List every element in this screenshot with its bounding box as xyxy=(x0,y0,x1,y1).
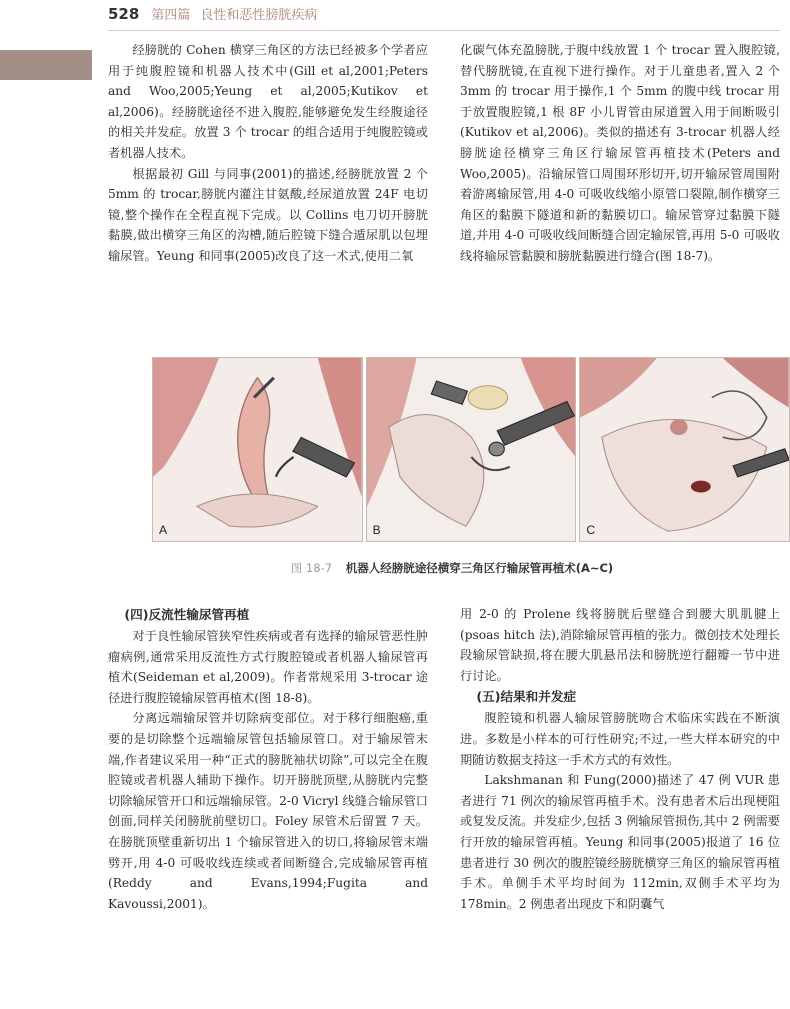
page-number: 528 xyxy=(108,5,140,23)
top-right-column xyxy=(460,40,780,267)
figure-panel-b xyxy=(366,357,577,542)
top-left-column xyxy=(108,40,428,267)
section-heading: (四)反流性输尿管再植 xyxy=(124,607,250,622)
header-rule xyxy=(108,30,780,31)
figure-18-7 xyxy=(152,357,790,542)
paragraph: 对于良性输尿管狭窄性疾病或者有选择的输尿管恶性肿瘤病例,通常采用反流性方式行腹腔镜或者机器人输尿管再植术(Seideman et al,2009)。作者常规采用 3-trocar 途径进行腹腔镜输尿管再植术(图 18-8)。 xyxy=(108,629,428,705)
surgical-illustration-c xyxy=(580,358,789,541)
paragraph: 经膀胱的 Cohen 横穿三角区的方法已经被多个学者应用于纯腹腔镜和机器人技术中(Gill et al,2001;Peters and Woo,2005;Yeung et al,2005;Kutikov et al,2006)。经膀胱途径不进入腹腔,能够避免发生经腹途径的相关并发症。放置 3 个 trocar 的组合适用于纯腹腔镜或者机器人技术。 xyxy=(108,43,428,160)
surgical-illustration-b xyxy=(367,358,576,541)
chapter-title: 良性和恶性膀胱疾病 xyxy=(200,8,318,23)
panel-label: B xyxy=(372,523,381,537)
paragraph: 分离远端输尿管并切除病变部位。对于移行细胞癌,重要的是切除整个远端输尿管包括输尿管口。对于输尿管末端,作者建议采用一种“正式的膀胱袖状切除”,可以完全在腹腔镜或者机器人辅助下操作。切开膀胱顶壁,从膀胱内完整切除输尿管开口和远端输尿管。2-0 Vicryl 线缝合输尿管口创面,同样关闭膀胱前壁切口。Foley 尿管术后留置 7 天。在膀胱顶壁重新切出 1 个输尿管进入的切口,将输尿管末端劈开,用 4-0 可吸收线连续或者间断缝合,完成输尿管再植(Reddy and Evans,1994;Fugita and Kavoussi,2001)。 xyxy=(108,711,428,911)
figure-panel-c xyxy=(579,357,790,542)
section-tab xyxy=(0,50,92,80)
paragraph: 用 2-0 的 Prolene 线将膀胱后壁缝合到腰大肌肌腱上(psoas hitch 法),消除输尿管再植的张力。微创技术处理长段输尿管缺损,将在腰大肌悬吊法和膀胱逆行翻瓣一节中进行讨论。 xyxy=(460,607,780,683)
section-heading: (五)结果和并发症 xyxy=(476,689,577,705)
paragraph: 腹腔镜和机器人输尿管膀胱吻合术临床实践在不断演进。多数是小样本的可行性研究;不过,一些大样本研究的中期随访数据支持这一手术方式的有效性。 xyxy=(460,711,780,767)
figure-title: 机器人经膀胱途径横穿三角区行输尿管再植术(A~C) xyxy=(345,561,614,575)
paragraph: 化碳气体充盈膀胱,于腹中线放置 1 个 trocar 置入腹腔镜,替代膀胱镜,在直视下进行操作。对于儿童患者,置入 2 个 3mm 的 trocar 用于操作,1 个 5mm 的腹中线 trocar 用于放置腹腔镜,1 根 8F 小儿胃管由尿道置入用于间断吸引(Kutikov et al,2006)。类似的描述有 3-trocar 机器人经膀胱途径横穿三角区行输尿管再植技术(Peters and Woo,2005)。沿输尿管口周围环形切开,切开输尿管周围附着游离输尿管,用 4-0 可吸收线缩小原管口裂隙,制作横穿三角区的黏膜下隧道和新的黏膜切口。输尿管穿过黏膜下隧道,并用 4-0 可吸收线间断缝合固定输尿管,再用 5-0 可吸收线将输尿管黏膜和膀胱黏膜进行缝合(图 18-7)。 xyxy=(460,43,780,263)
bottom-right-column xyxy=(460,604,780,914)
panel-label: A xyxy=(159,523,168,537)
figure-number: 图 18-7 xyxy=(290,561,333,575)
paragraph: 根据最初 Gill 与同事(2001)的描述,经膀胱放置 2 个 5mm 的 trocar,膀胱内灌注甘氨酸,经尿道放置 24F 电切镜,整个操作在全程直视下完成。以 Collins 电刀切开膀胱黏膜,做出横穿三角区的沟槽,随后腔镜下缝合遁尿肌以包埋输尿管。Yeung 和同事(2005)改良了这一术式,使用二氧 xyxy=(108,166,428,263)
figure-caption xyxy=(152,560,752,576)
figure-panel-a xyxy=(152,357,363,542)
panel-label: C xyxy=(586,523,596,537)
surgical-illustration-a xyxy=(153,358,362,541)
running-header xyxy=(108,4,317,32)
part-title: 第四篇 xyxy=(151,8,191,23)
paragraph: Lakshmanan 和 Fung(2000)描述了 47 例 VUR 患者进行 71 例次的输尿管再植手术。没有患者术后出现梗阻或复发反流。并发症少,包括 3 例输尿管损伤,其中 2 例需要行开放的输尿管再植。Yeung 和同事(2005)报道了 16 位患者进行 30 例次的腹腔镜经膀胱横穿三角区的输尿管再植手术。单侧手术平均时间为 112min,双侧手术平均为 178min。2 例患者出现皮下和阴囊气 xyxy=(460,773,780,911)
bottom-left-column xyxy=(108,604,428,914)
